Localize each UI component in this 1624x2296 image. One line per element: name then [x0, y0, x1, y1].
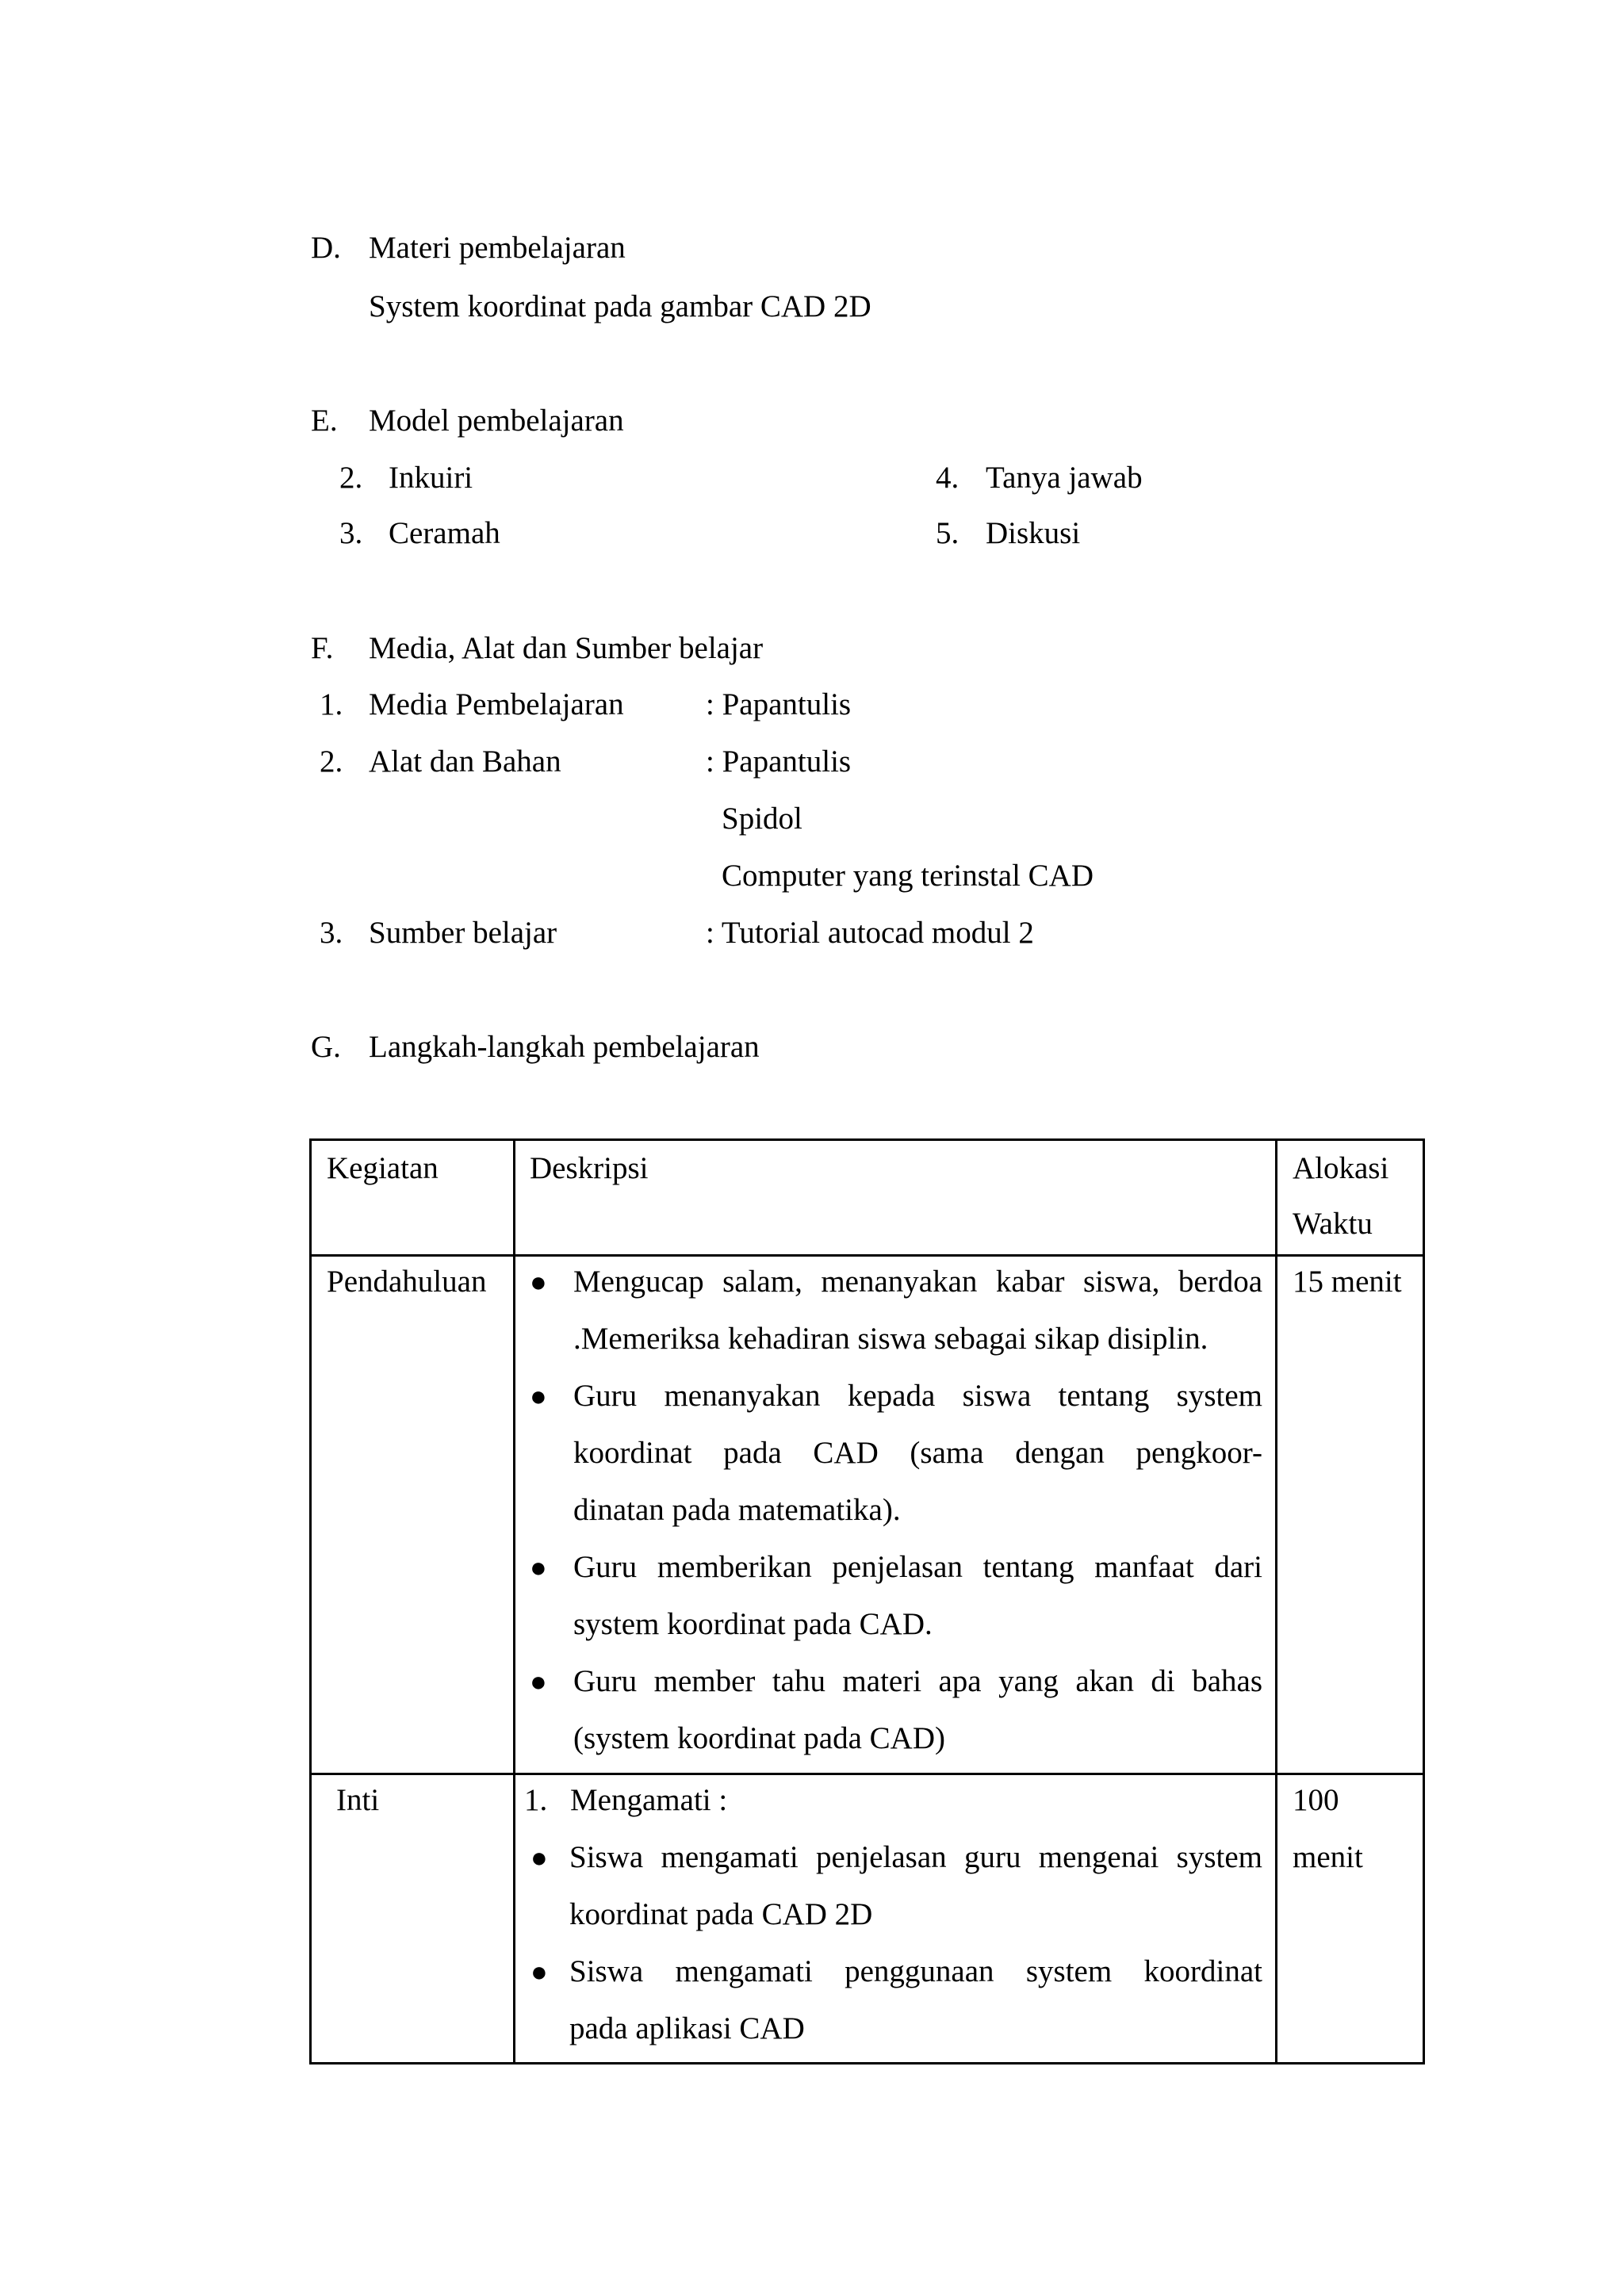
table-line [524, 1829, 1262, 1886]
header-waktu: Waktu [1293, 1207, 1373, 1241]
row-alokasi: 15 menit [1293, 1265, 1402, 1299]
list-num: 5. [936, 516, 959, 550]
alat-extra: Spidol [722, 802, 802, 836]
bullet-text: dinatan pada matematika). [573, 1493, 901, 1527]
bullet-text: pada aplikasi CAD [569, 2011, 805, 2045]
list-item: Inkuiri [389, 461, 473, 495]
table-line [530, 1253, 1262, 1311]
list-item: Ceramah [389, 516, 500, 550]
table-line [530, 1653, 1262, 1710]
bullet-text: koordinat pada CAD (sama dengan pengkoor- [573, 1436, 1262, 1470]
section-f-letter: F. [311, 631, 334, 665]
row-alokasi-unit: menit [1293, 1840, 1363, 1874]
bullet-icon: ● [530, 1842, 548, 1873]
media-label: Media Pembelajaran [369, 687, 624, 721]
table-divider [1275, 1141, 1277, 2062]
bullet-text: .Memeriksa kehadiran siswa sebagai sikap disiplin. [573, 1322, 1208, 1356]
row-kegiatan: Pendahuluan [327, 1265, 487, 1299]
header-kegiatan: Kegiatan [327, 1151, 439, 1185]
section-g-title: Langkah-langkah pembelajaran [369, 1030, 760, 1064]
row-deskripsi [524, 1772, 1262, 2057]
bullet-icon: ● [530, 1380, 547, 1412]
list-num: 4. [936, 461, 959, 495]
bullet-icon: ● [530, 1552, 547, 1583]
list-num: 3. [320, 916, 343, 950]
bullet-text: Guru menanyakan kepada siswa tentang system [573, 1379, 1262, 1413]
bullet-text: Siswa mengamati penjelasan guru mengenai system [569, 1840, 1262, 1874]
media-value: : Papantulis [706, 687, 852, 721]
section-g-letter: G. [311, 1030, 341, 1064]
section-e-letter: E. [311, 404, 338, 438]
table-line [530, 1368, 1262, 1425]
sub-num: 1. [524, 1783, 548, 1817]
section-d-letter: D. [311, 231, 341, 265]
list-num: 2. [339, 461, 363, 495]
alat-label: Alat dan Bahan [369, 744, 561, 779]
table-line [530, 1596, 1262, 1653]
row-kegiatan: Inti [336, 1783, 380, 1817]
sumber-label: Sumber belajar [369, 916, 557, 950]
header-alokasi: Alokasi [1293, 1151, 1389, 1185]
list-item: Tanya jawab [986, 461, 1143, 495]
bullet-text: Siswa mengamati penggunaan system koordinat [569, 1954, 1262, 1988]
list-num: 2. [320, 744, 343, 779]
table-line [530, 1425, 1262, 1482]
section-f-title: Media, Alat dan Sumber belajar [369, 631, 764, 665]
list-num: 1. [320, 687, 343, 721]
section-e-title: Model pembelajaran [369, 404, 624, 438]
bullet-icon: ● [530, 1666, 547, 1697]
table-divider [513, 1141, 515, 2062]
table-line [524, 1943, 1262, 2000]
bullet-text: system koordinat pada CAD. [573, 1607, 933, 1641]
table-line [530, 1710, 1262, 1767]
alat-extra: Computer yang terinstal CAD [722, 859, 1094, 893]
header-deskripsi: Deskripsi [530, 1151, 649, 1185]
table-line [530, 1539, 1262, 1596]
alat-value: : Papantulis [706, 744, 852, 779]
table-line [524, 1886, 1262, 1943]
row-deskripsi [530, 1253, 1262, 1767]
row-alokasi: 100 [1293, 1783, 1339, 1817]
section-d-title: Materi pembelajaran [369, 231, 626, 265]
bullet-text: koordinat pada CAD 2D [569, 1897, 873, 1931]
table-line [524, 2000, 1262, 2057]
table-line [524, 1772, 1262, 1829]
bullet-text: Guru member tahu materi apa yang akan di bahas [573, 1664, 1262, 1698]
list-num: 3. [339, 516, 363, 550]
bullet-icon: ● [530, 1956, 548, 1988]
sumber-value: : Tutorial autocad modul 2 [706, 916, 1034, 950]
bullet-text: Mengucap salam, menanyakan kabar siswa, berdoa [573, 1265, 1262, 1299]
sub-title: Mengamati : [570, 1783, 728, 1817]
learning-steps-table [309, 1138, 1425, 2064]
bullet-text: Guru memberikan penjelasan tentang manfaat dari [573, 1550, 1262, 1584]
list-item: Diskusi [986, 516, 1081, 550]
section-d-content: System koordinat pada gambar CAD 2D [369, 289, 871, 323]
bullet-icon: ● [530, 1266, 547, 1298]
table-line [530, 1482, 1262, 1539]
bullet-text: (system koordinat pada CAD) [573, 1721, 945, 1755]
table-line [530, 1311, 1262, 1368]
